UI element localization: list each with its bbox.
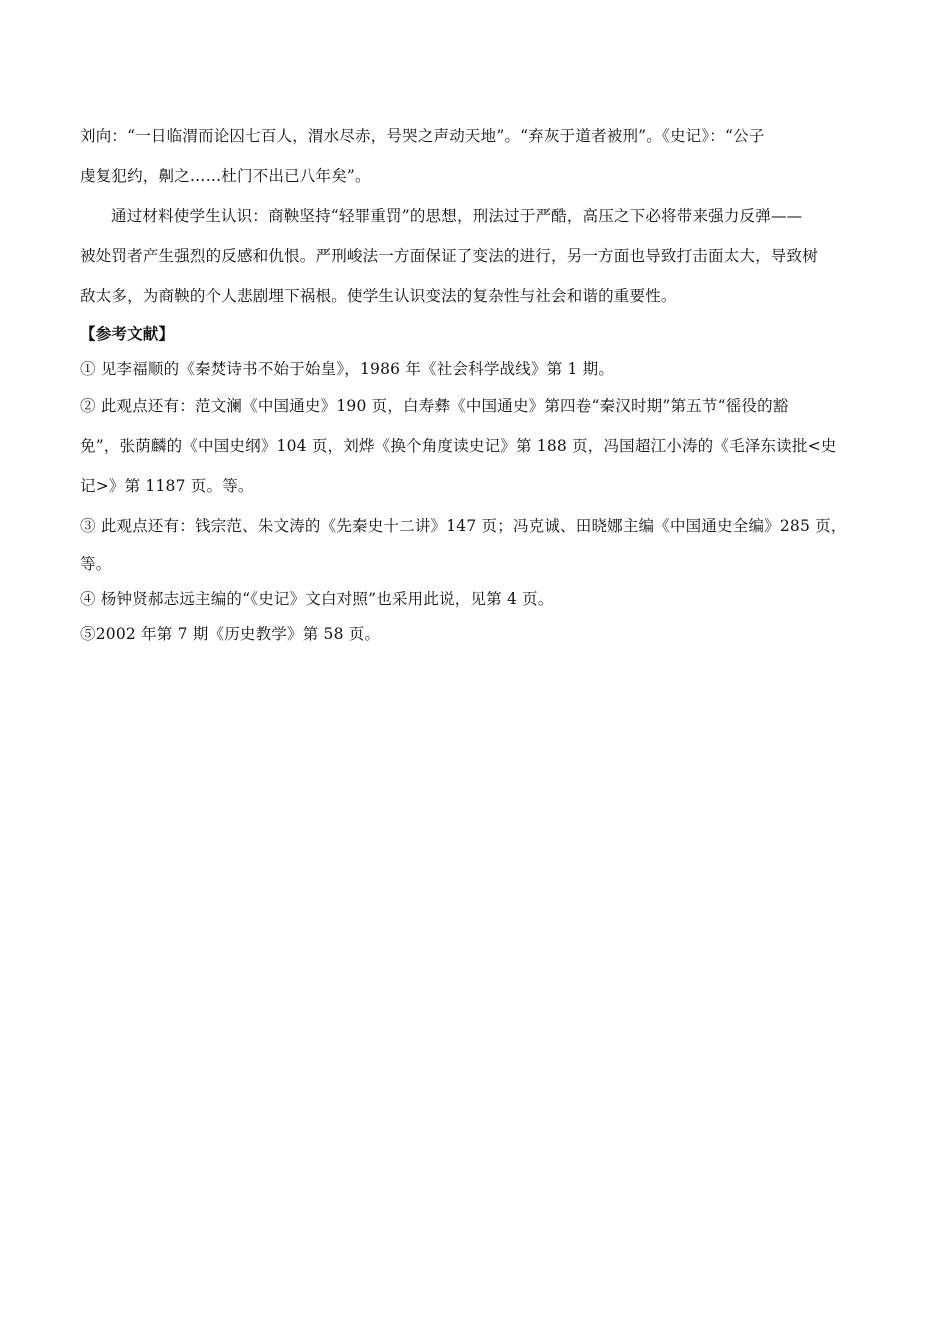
document-page bbox=[80, 120, 880, 655]
reference-item: ② 此观点还有：范文澜《中国通史》190 页，白寿彝《中国通史》第四卷“秦汉时期”第五节“徭役的豁 bbox=[80, 397, 789, 415]
text-line: 通过材料使学生认识：商鞅坚持“轻罪重罚”的思想，刑法过于严酷，高压之下必将带来强力反弹—— bbox=[111, 207, 803, 225]
references-list bbox=[80, 355, 880, 655]
text-line: 刘向：“一日临渭而论囚七百人，渭水尽赤，号哭之声动天地”。“弃灰于道者被刑”。《史记》：“公子 bbox=[80, 127, 765, 145]
reference-item: ⑤2002 年第 7 期《历史教学》第 58 页。 bbox=[80, 625, 381, 643]
text-line: 虔复犯约，劓之……杜门不出已八年矣”。 bbox=[80, 167, 371, 185]
reference-item-continued: 免”，张荫麟的《中国史纲》104 页，刘烨《换个角度读史记》第 188 页，冯国超江小涛的《毛泽东读批<史 bbox=[80, 437, 837, 455]
reference-item-continued: 等。 bbox=[80, 555, 112, 573]
reference-item: ④ 杨钟贤郝志远主编的“《史记》文白对照”也采用此说，见第 4 页。 bbox=[80, 590, 554, 608]
reference-item: ③ 此观点还有：钱宗范、朱文涛的《先秦史十二讲》147 页；冯克诚、田晓娜主编《中国通史全编》285 页， bbox=[80, 517, 847, 535]
reference-item: ① 见李福顺的《秦焚诗书不始于始皇》，1986 年《社会科学战线》第 1 期。 bbox=[80, 360, 615, 378]
paragraph-analysis bbox=[80, 200, 880, 320]
reference-item-continued: 记>》第 1187 页。等。 bbox=[80, 477, 254, 495]
paragraph-quotes bbox=[80, 120, 880, 200]
references-heading: 【参考文献】 bbox=[80, 324, 175, 343]
text-line: 敌太多，为商鞅的个人悲剧埋下祸根。使学生认识变法的复杂性与社会和谐的重要性。 bbox=[80, 287, 677, 305]
text-line: 被处罚者产生强烈的反感和仇恨。严刑峻法一方面保证了变法的进行，另一方面也导致打击面太大，导致树 bbox=[80, 247, 818, 265]
